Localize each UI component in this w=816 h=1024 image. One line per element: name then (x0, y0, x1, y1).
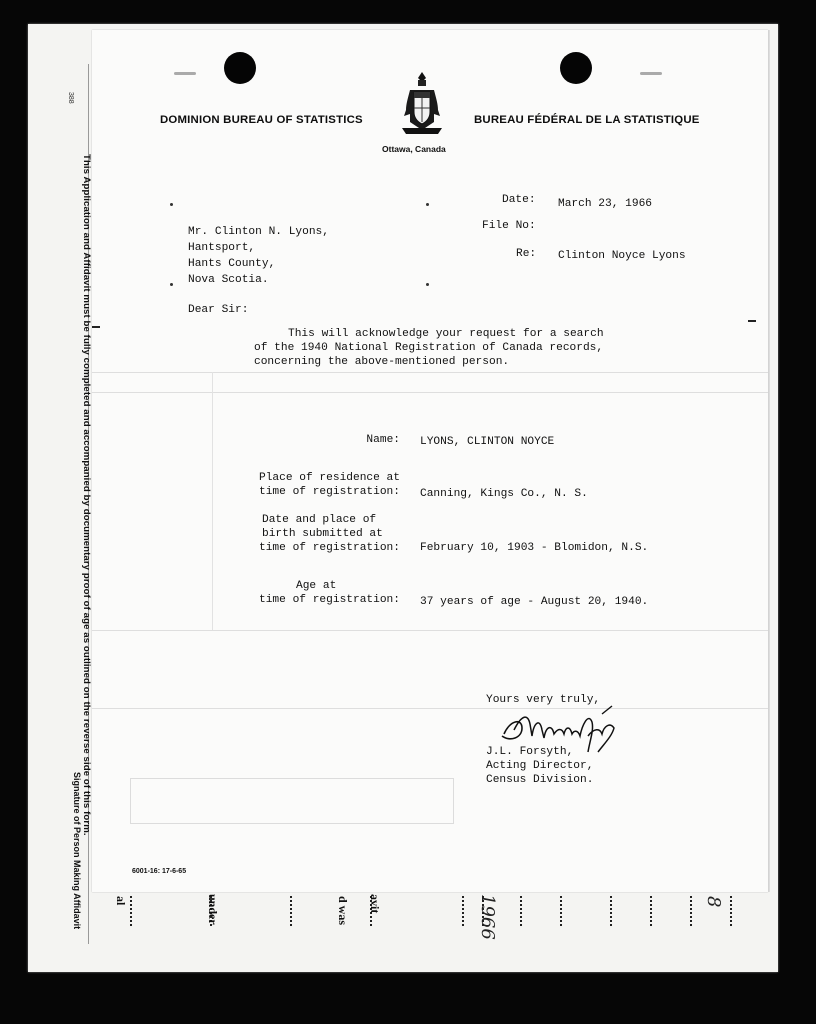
form-fragment: d was (336, 896, 350, 926)
form-fragment: under (206, 894, 220, 925)
dotted-rule (130, 896, 134, 926)
bureau-name-english: DOMINION BUREAU OF STATISTICS (160, 114, 363, 126)
address-window-dot (170, 203, 173, 206)
address-window-dot (170, 283, 173, 286)
handwritten-year: 1966 (477, 894, 498, 940)
date-label: Date: (502, 194, 536, 206)
punch-hole (560, 52, 592, 84)
bureau-letter (92, 30, 768, 892)
age-label: time of registration: (259, 594, 400, 606)
age-label: Age at (296, 580, 337, 592)
dotted-rule (730, 896, 734, 926)
bureau-city: Ottawa, Canada (382, 144, 446, 154)
dotted-rule (290, 896, 294, 926)
residence-label: Place of residence at (259, 472, 400, 484)
age-value: 37 years of age - August 20, 1940. (420, 596, 649, 608)
punch-hole (224, 52, 256, 84)
fold-mark (92, 326, 100, 328)
address-window-dot (426, 203, 429, 206)
birth-value: February 10, 1903 - Blomidon, N.S. (420, 542, 649, 554)
coat-of-arms-icon (398, 70, 446, 136)
dotted-rule (650, 896, 654, 926)
salutation: Dear Sir: (188, 304, 249, 316)
bureau-name-french: BUREAU FÉDÉRAL DE LA STATISTIQUE (474, 114, 700, 126)
date-value: March 23, 1966 (558, 198, 652, 210)
re-label: Re: (516, 248, 537, 260)
dotted-rule (462, 896, 466, 926)
signatory-name: J.L. Forsyth, (486, 746, 574, 758)
address-line: Mr. Clinton N. Lyons, (188, 226, 329, 238)
dotted-rule (560, 896, 564, 926)
name-label: Name: (366, 434, 400, 446)
file-number-label: File No: (482, 220, 536, 232)
bleed-through-rule (92, 630, 768, 631)
address-line: Hants County, (188, 258, 276, 270)
fold-mark (748, 320, 756, 322)
valediction: Yours very truly, (486, 694, 601, 706)
address-line: Hantsport, (188, 242, 256, 254)
residence-label: time of registration: (259, 486, 400, 498)
residence-value: Canning, Kings Co., N. S. (420, 488, 588, 500)
form-instruction: This Application and Affidavit must be fully completed and accompanied by documentary proof of age as outlined on the reverse side of this form. (81, 154, 92, 836)
dotted-rule (610, 896, 614, 926)
page-number: 388 (67, 92, 74, 104)
handwritten-mark: 8 (703, 896, 724, 908)
body-line: of the 1940 National Registration of Canada records, (254, 342, 604, 354)
signatory-title: Acting Director, (486, 760, 594, 772)
birth-label: birth submitted at (262, 528, 383, 540)
bleed-through-rule (92, 392, 768, 393)
body-line: concerning the above-mentioned person. (254, 356, 510, 368)
signatory-division: Census Division. (486, 774, 594, 786)
bleed-through-rule (212, 372, 213, 630)
form-fragment: al (114, 896, 128, 906)
dotted-rule (690, 896, 694, 926)
name-value: LYONS, CLINTON NOYCE (420, 436, 555, 448)
re-value: Clinton Noyce Lyons (558, 250, 686, 262)
address-window-dot (426, 283, 429, 286)
address-line: Nova Scotia. (188, 274, 269, 286)
form-fragment: avit (368, 894, 382, 914)
dotted-rule (520, 896, 524, 926)
form-code: 6001-16: 17-6-65 (132, 868, 187, 875)
bleed-through-rule (92, 372, 768, 373)
body-line: This will acknowledge your request for a search (288, 328, 604, 340)
bleed-through-rule (92, 708, 768, 709)
birth-label: Date and place of (262, 514, 377, 526)
staple-mark (640, 72, 662, 75)
bleed-through-box (130, 778, 454, 824)
signature-label: Signature of Person Making Affidavit (72, 772, 82, 930)
birth-label: time of registration: (259, 542, 400, 554)
form-bottom-strip (90, 892, 750, 952)
staple-mark (174, 72, 196, 75)
